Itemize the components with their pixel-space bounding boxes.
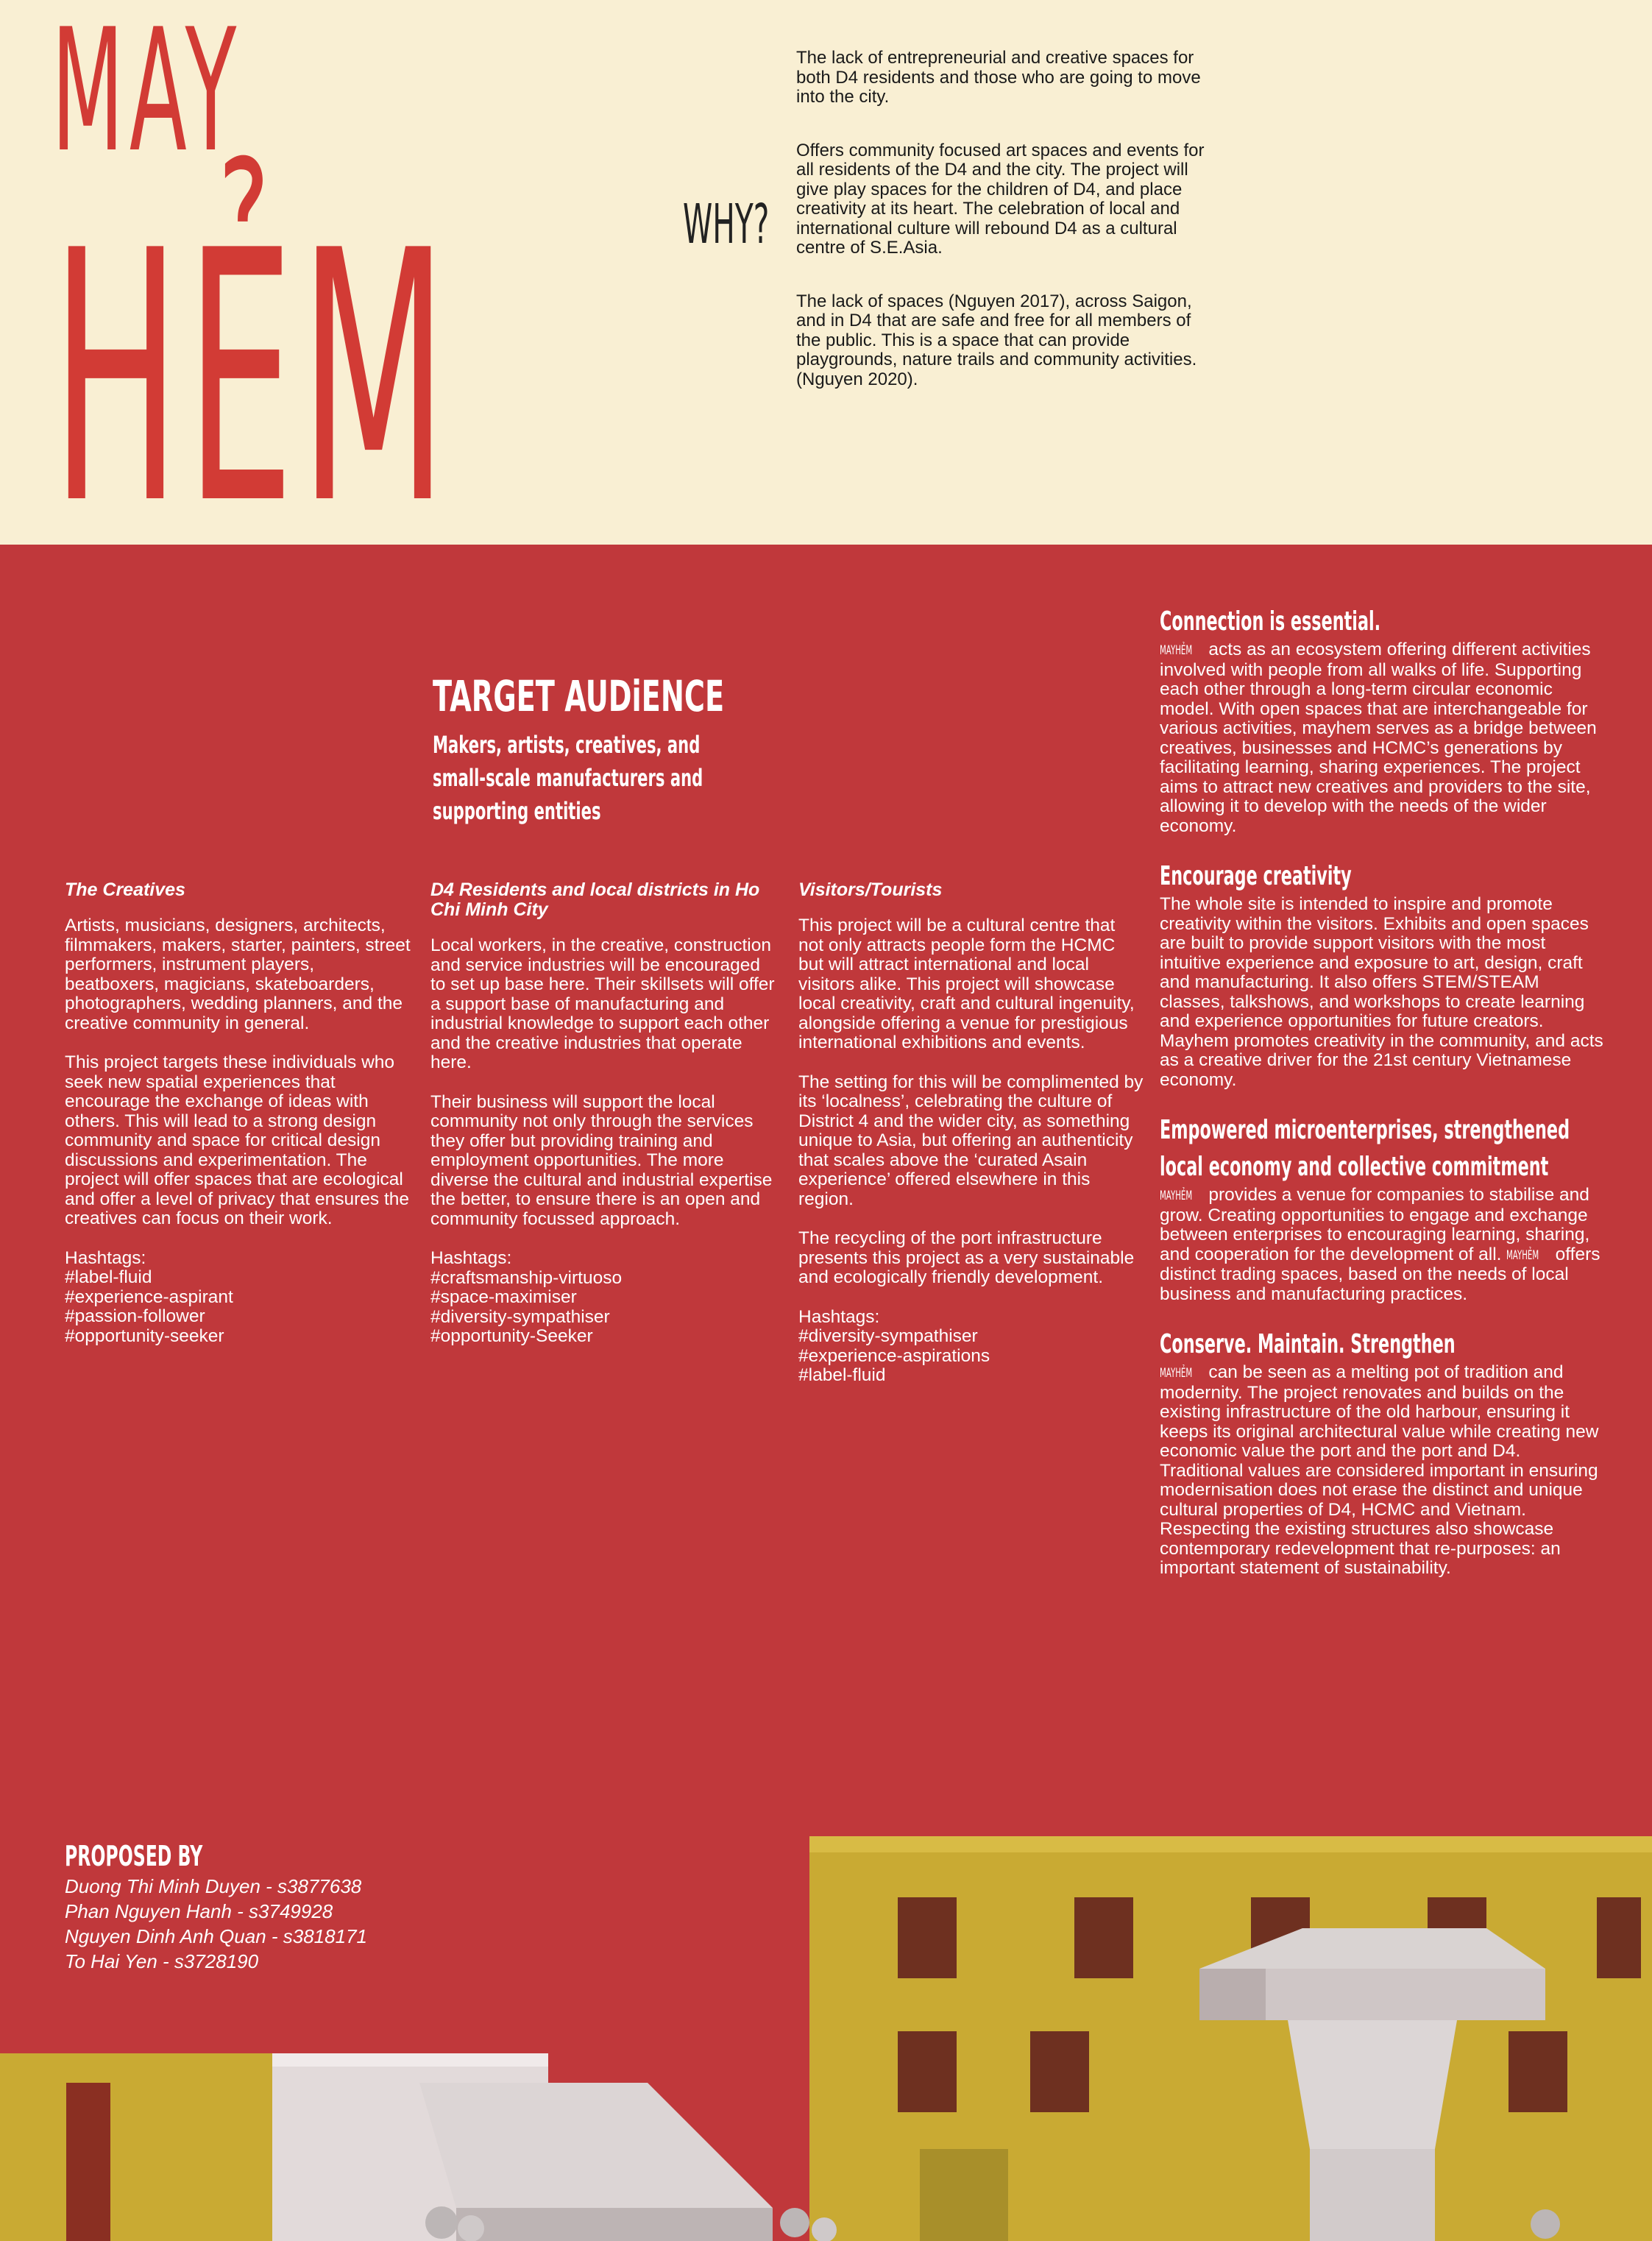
brand-mark: MAYHẺM	[1506, 1247, 1539, 1263]
column-paragraph: This project targets these individuals who seek new spatial experiences that encourage the exchange of ideas with others. This will lead to a strong design community and space for critical design discussions and experimentation. The project will offer spaces that are ecological and offer a level of privacy that ensures the creatives can focus on their work.	[65, 1052, 410, 1228]
column-heading: Visitors/Tourists	[798, 879, 943, 900]
hashtag: #craftsmanship-virtuoso	[430, 1267, 623, 1288]
column-heading: D4 Residents and local districts in Ho Chi Minh City	[430, 879, 760, 920]
section-text	[1160, 1363, 1609, 1579]
hashtag: #label-fluid	[65, 1267, 152, 1287]
subtitle-line: small-scale manufacturers and	[433, 764, 703, 792]
why-paragraphs	[796, 49, 1208, 423]
section-conserve	[1160, 1326, 1609, 1579]
section-heading: Connection is essential.	[1160, 606, 1381, 637]
section-heading: local economy and collective commitment	[1160, 1152, 1549, 1182]
column-residents	[430, 880, 776, 1347]
proposed-names	[65, 1874, 367, 1974]
logo-may: MAY	[52, 0, 242, 190]
hashtags	[65, 1249, 411, 1347]
column-paragraph: Local workers, in the creative, construction and service industries will be encouraged to set up base here. Their skillsets will offer a support base of manufacturing and industrial knowledge to support each other and the creative industries that operate here.	[430, 935, 775, 1072]
author-name: Phan Nguyen Hanh - s3749928	[65, 1900, 333, 1922]
section-body: can be seen as a melting pot of tradition and modernity. The project renovates and builds on the existing infrastructure of the old harbour, ensuring it keeps its original architectural value while creating new economic value the port and the port and D4. Traditional values are considered important in ensuring modernisation does not erase the distinct and unique cultural properties of D4, HCMC and Vietnam. Respecting the existing structures also showcase contemporary redevelopment that re-purposes: an important statement of sustainability.	[1160, 1362, 1599, 1578]
hashtag: #space-maximiser	[430, 1287, 577, 1307]
brand-mark: MAYHẺM	[1160, 643, 1193, 658]
hashtags	[798, 1308, 1144, 1386]
why-paragraph: The lack of entrepreneurial and creative spaces for both D4 residents and those who are going to move into the city.	[796, 48, 1201, 107]
target-audience-title: TARGET AUDiENCE	[433, 671, 725, 721]
why-label: WHY?	[683, 193, 770, 256]
subtitle-line: Makers, artists, creatives, and	[433, 731, 701, 759]
hashtags-label: Hashtags:	[798, 1306, 880, 1327]
section-text	[1160, 640, 1609, 836]
column-paragraph: This project will be a cultural centre that not only attracts people form the HCMC but will attract international and local visitors alike. This project will showcase local creativity, craft and cultural ingenuity, alongside offering a venue for prestigious international exhibitions and events.	[798, 916, 1135, 1052]
section-text: The whole site is intended to inspire and promote creativity within the visitors. Exhibits and open spaces are built to provide support visitors with the most intuitive experience and exposure to art, design, craft and manufacturing. It also offers STEM/STEAM classes, talkshows, and workshops to create learning and experience opportunities for future creators. Mayhem promotes creativity in the community, and acts as a creative driver for the 21st century Vietnamese economy.	[1160, 894, 1603, 1090]
section-text	[1160, 1186, 1609, 1304]
subtitle-line: supporting entities	[433, 797, 601, 825]
column-paragraph: The recycling of the port infrastructure presents this project as a very sustainable and ecologically friendly development.	[798, 1228, 1135, 1287]
hashtags-label: Hashtags:	[430, 1248, 512, 1268]
hashtags-label: Hashtags:	[65, 1247, 146, 1268]
section-heading: Empowered microenterprises, strengthened	[1160, 1115, 1570, 1145]
hashtag: #experience-aspirant	[65, 1286, 233, 1307]
hashtag: #opportunity-seeker	[65, 1325, 224, 1346]
section-creativity	[1160, 858, 1609, 1090]
right-column	[1160, 603, 1609, 1601]
hashtag: #diversity-sympathiser	[798, 1326, 978, 1346]
column-paragraph: Their business will support the local community not only through the services they offer but providing training and employment opportunities. The more diverse the cultural and industrial expertise the better, to ensure there is an open and community focussed approach.	[430, 1091, 773, 1229]
section-body: acts as an ecosystem offering different activities involved with people from all walks of life. Supporting each other through a long-term circular economic model. With open spaces that are interchangeable for various activities, mayhem serves as a bridge between creatives, businesses and HCMC’s generations by facilitating learning, sharing experiences. The project aims to attract new creatives and providers to the site, allowing it to develop with the needs of the wider economy.	[1160, 640, 1597, 836]
logo-hem: HẺM	[52, 177, 453, 580]
hashtag: #label-fluid	[798, 1365, 886, 1385]
brand-mark: MAYHẺM	[1160, 1189, 1193, 1203]
why-paragraph: The lack of spaces (Nguyen 2017), across Saigon, and in D4 that are safe and free for all members of the public. This is a space that can provide playgrounds, nature trails and community activities. (Nguyen 2020).	[796, 291, 1197, 389]
column-visitors	[798, 880, 1144, 1386]
hashtag: #diversity-sympathiser	[430, 1306, 610, 1327]
column-creatives	[65, 880, 411, 1346]
section-heading: Encourage creativity	[1160, 861, 1352, 891]
proposed-label: PROPOSED BY	[65, 1840, 203, 1872]
target-audience-subtitle	[433, 729, 703, 828]
hashtags	[430, 1249, 776, 1347]
hashtag: #opportunity-Seeker	[430, 1326, 593, 1346]
section-connection	[1160, 603, 1609, 836]
section-heading: Conserve. Maintain. Strengthen	[1160, 1329, 1456, 1359]
author-name: Duong Thi Minh Duyen - s3877638	[65, 1875, 362, 1897]
hashtag: #experience-aspirations	[798, 1345, 990, 1366]
section-body: provides a venue for companies to stabilise and grow. Creating opportunities to engage and exchange between enterprises to encouraging learning, sharing, and cooperation for the development of all.	[1160, 1185, 1590, 1264]
section-body: offers distinct trading spaces, based on the needs of local business and manufacturing practices.	[1160, 1244, 1600, 1304]
section-microenterprises	[1160, 1112, 1609, 1304]
author-name: Nguyen Dinh Anh Quan - s3818171	[65, 1925, 367, 1947]
column-heading: The Creatives	[65, 879, 185, 900]
proposed-by	[65, 1838, 367, 1974]
author-name: To Hai Yen - s3728190	[65, 1950, 259, 1972]
brand-mark: MAYHẺM	[1160, 1366, 1193, 1381]
why-paragraph: Offers community focused art spaces and events for all residents of the D4 and the city. The project will give play spaces for the children of D4, and place creativity at its heart. The celebration of local and international culture will rebound D4 as a cultural centre of S.E.Asia.	[796, 140, 1205, 258]
column-paragraph: Artists, musicians, designers, architects, filmmakers, makers, starter, painters, street performers, instrument players, beatboxers, magicians, skateboarders, photographers, wedding planners, and the creative community in general.	[65, 916, 411, 1033]
column-paragraph: The setting for this will be complimented by its ‘localness’, celebrating the culture of District 4 and the wider city, as something unique to Asia, but offering an authenticity that scales above the ‘curated Asain experience’ offered elsewhere in this region.	[798, 1072, 1144, 1209]
hashtag: #passion-follower	[65, 1306, 205, 1326]
